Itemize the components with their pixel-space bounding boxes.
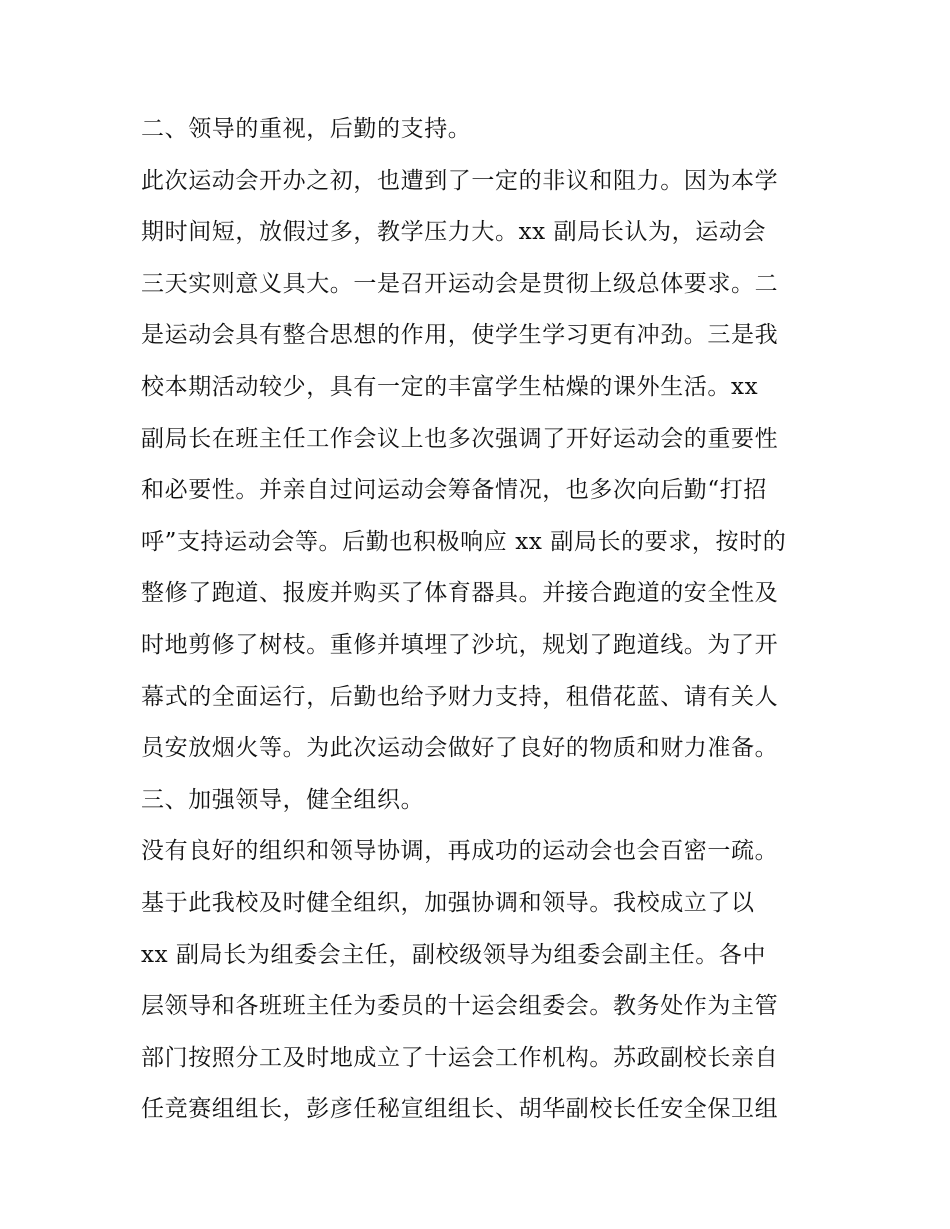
paragraph-line: 和必要性。并亲自过问运动会筹备情况，也多次向后勤“打招 bbox=[141, 477, 767, 504]
paragraph-line: 呼”支持运动会等。后勤也积极响应 xx 副局长的要求，按时的 bbox=[141, 528, 787, 555]
paragraph-line: 副局长在班主任工作会议上也多次强调了开好运动会的重要性 bbox=[141, 425, 779, 452]
paragraph-line: 没有良好的组织和领导协调，再成功的运动会也会百密一疏。 bbox=[141, 838, 779, 865]
paragraph-line: 整修了跑道、报废并购买了体育器具。并接合跑道的安全性及 bbox=[141, 580, 779, 607]
paragraph-line: 校本期活动较少，具有一定的丰富学生枯燥的课外生活。xx bbox=[141, 373, 759, 400]
paragraph-line: 任竞赛组组长，彭彦任秘宣组组长、胡华副校长任安全保卫组 bbox=[141, 1096, 779, 1123]
section-heading: 三、加强领导，健全组织。 bbox=[141, 786, 425, 813]
paragraph-line: 幕式的全面运行，后勤也给予财力支持，租借花蓝、请有关人 bbox=[141, 683, 779, 710]
section-heading: 二、领导的重视，后勤的支持。 bbox=[141, 116, 472, 142]
paragraph-line: 部门按照分工及时地成立了十运会工作机构。苏政副校长亲自 bbox=[141, 1044, 779, 1071]
paragraph-line: 时地剪修了树枝。重修并填埋了沙坑，规划了跑道线。为了开 bbox=[141, 631, 779, 658]
paragraph-line: 此次运动会开办之初，也遭到了一定的非议和阻力。因为本学 bbox=[141, 167, 779, 194]
paragraph-line: 层领导和各班班主任为委员的十运会组委会。教务处作为主管 bbox=[141, 993, 779, 1020]
paragraph-line: 员安放烟火等。为此次运动会做好了良好的物质和财力准备。 bbox=[141, 735, 779, 762]
paragraph-line: 基于此我校及时健全组织，加强协调和领导。我校成立了以 bbox=[141, 889, 755, 916]
paragraph-line: 三天实则意义具大。一是召开运动会是贯彻上级总体要求。二 bbox=[141, 270, 779, 297]
paragraph-line: 是运动会具有整合思想的作用，使学生学习更有冲劲。三是我 bbox=[141, 322, 779, 349]
document-body bbox=[141, 107, 821, 1139]
paragraph-line: 期时间短，放假过多，教学压力大。xx 副局长认为，运动会 bbox=[141, 219, 767, 246]
paragraph-line: xx 副局长为组委会主任，副校级领导为组委会副主任。各中 bbox=[141, 941, 767, 968]
